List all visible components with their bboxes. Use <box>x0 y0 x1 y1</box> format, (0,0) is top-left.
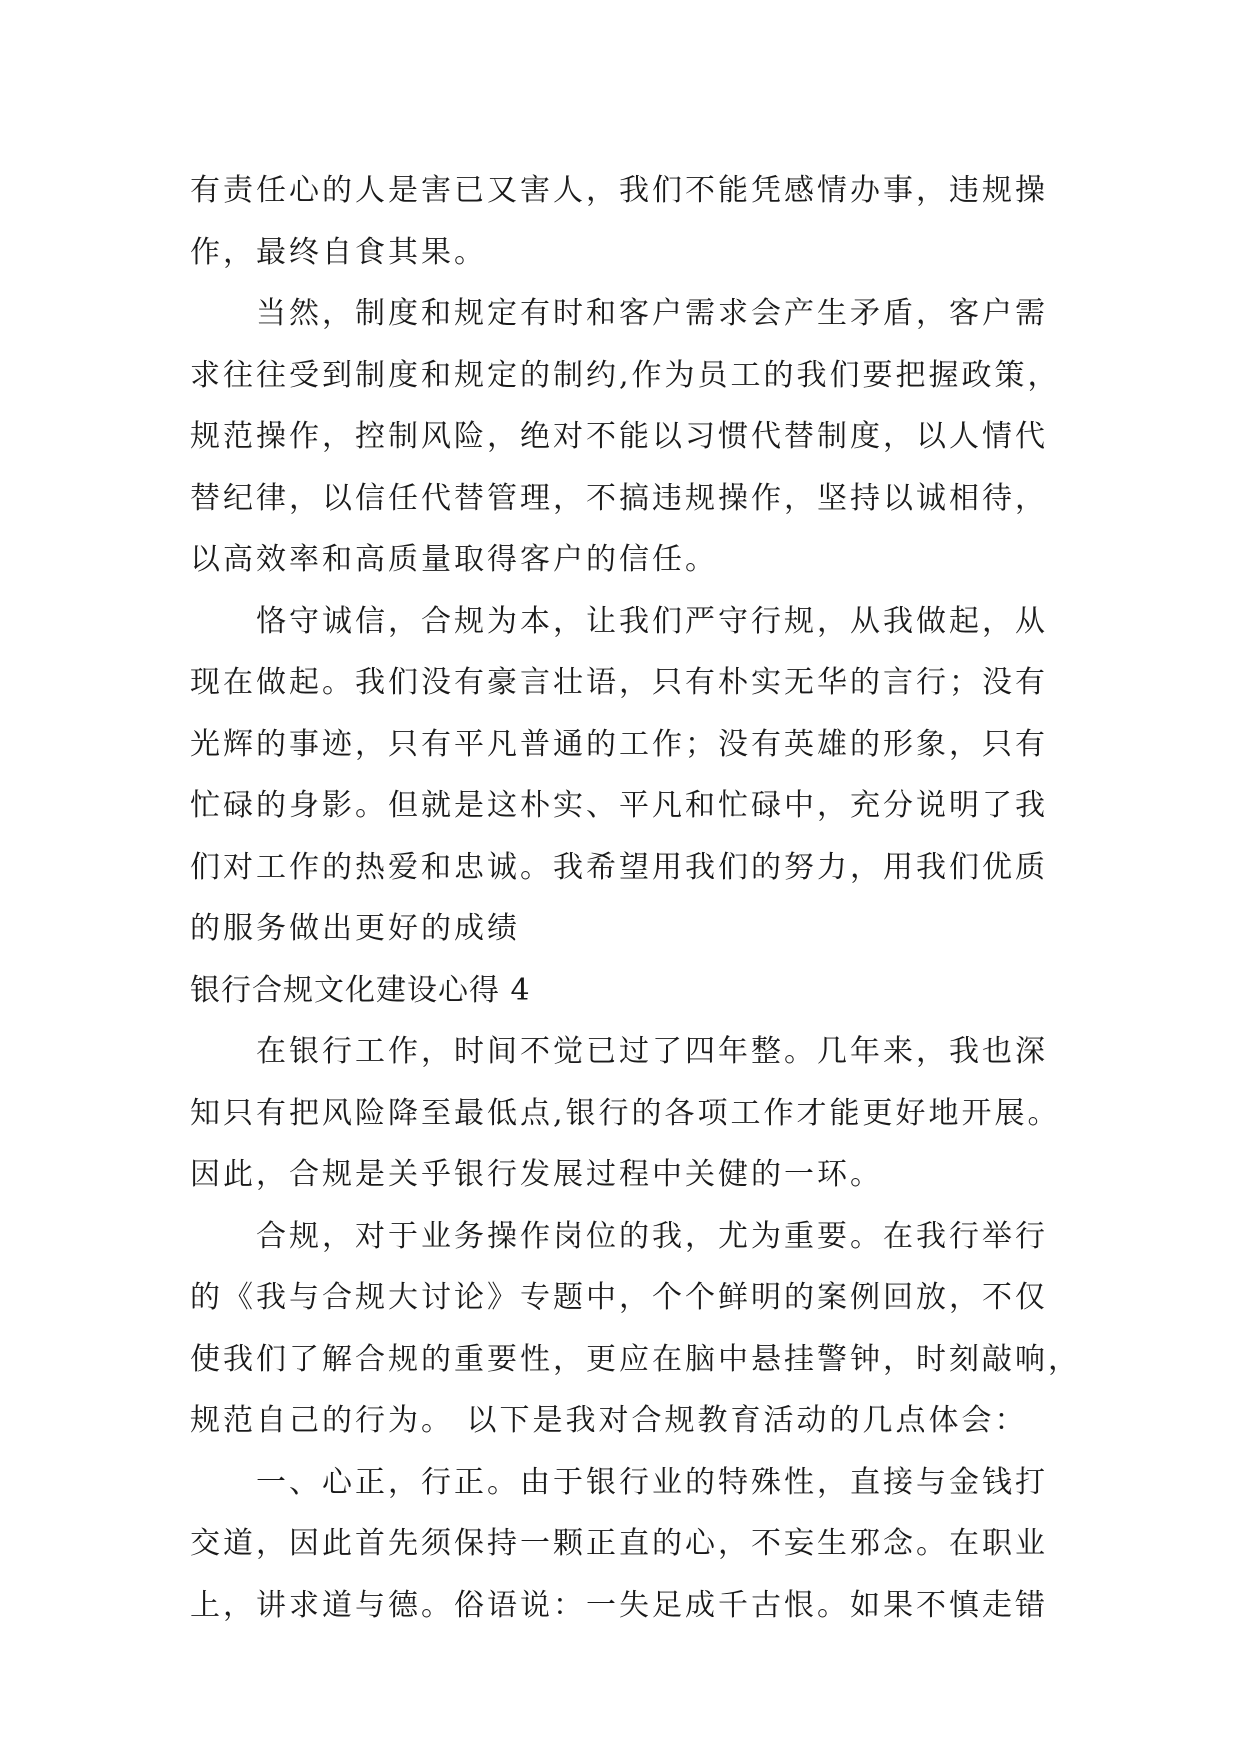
text-line: 光辉的事迹，只有平凡普通的工作；没有英雄的形象，只有 <box>190 726 1048 762</box>
text-line: 现在做起。我们没有豪言壮语，只有朴实无华的言行；没有 <box>190 665 1048 700</box>
text-line: 们对工作的热爱和忠诚。我希望用我们的努力，用我们优质 <box>190 849 1048 885</box>
text-line: 忙碌的身影。但就是这朴实、平凡和忙碌中，充分说明了我 <box>190 788 1048 823</box>
section-heading: 银行合规文化建设心得 4 <box>190 972 531 1008</box>
text-line: 当然，制度和规定有时和客户需求会产生矛盾，客户需 <box>190 296 1048 331</box>
text-line: 在银行工作，时间不觉已过了四年整。几年来，我也深 <box>190 1034 1048 1069</box>
text-line: 的《我与合规大讨论》专题中，个个鲜明的案例回放，不仅 <box>190 1280 1048 1315</box>
text-line: 求往往受到制度和规定的制约,作为员工的我们要把握政策， <box>190 357 1061 393</box>
text-line: 作，最终自食其果。 <box>190 234 487 270</box>
text-line: 恪守诚信，合规为本，让我们严守行规，从我做起，从 <box>190 603 1048 639</box>
text-line: 规范操作，控制风险，绝对不能以习惯代替制度，以人情代 <box>190 419 1048 454</box>
text-line: 交道，因此首先须保持一颗正直的心，不妄生邪念。在职业 <box>190 1526 1048 1561</box>
text-line: 规范自己的行为。 以下是我对合规教育活动的几点体会： <box>190 1403 1028 1438</box>
text-line: 使我们了解合规的重要性，更应在脑中悬挂警钟，时刻敲响， <box>190 1341 1081 1377</box>
document-body <box>190 160 1081 1636</box>
text-line: 一、心正，行正。由于银行业的特殊性，直接与金钱打 <box>190 1464 1048 1500</box>
text-line: 合规，对于业务操作岗位的我，尤为重要。在我行举行 <box>190 1218 1048 1254</box>
text-line: 有责任心的人是害已又害人，我们不能凭感情办事，违规操 <box>190 173 1048 208</box>
text-line: 的服务做出更好的成绩 <box>190 911 520 946</box>
text-line: 因此，合规是关乎银行发展过程中关健的一环。 <box>190 1157 883 1192</box>
text-line: 知只有把风险降至最低点,银行的各项工作才能更好地开展。 <box>190 1095 1061 1131</box>
text-line: 替纪律，以信任代替管理，不搞违规操作，坚持以诚相待， <box>190 480 1048 516</box>
text-line: 以高效率和高质量取得客户的信任。 <box>190 542 718 577</box>
text-line: 上，讲求道与德。俗语说：一失足成千古恨。如果不慎走错 <box>190 1587 1048 1623</box>
